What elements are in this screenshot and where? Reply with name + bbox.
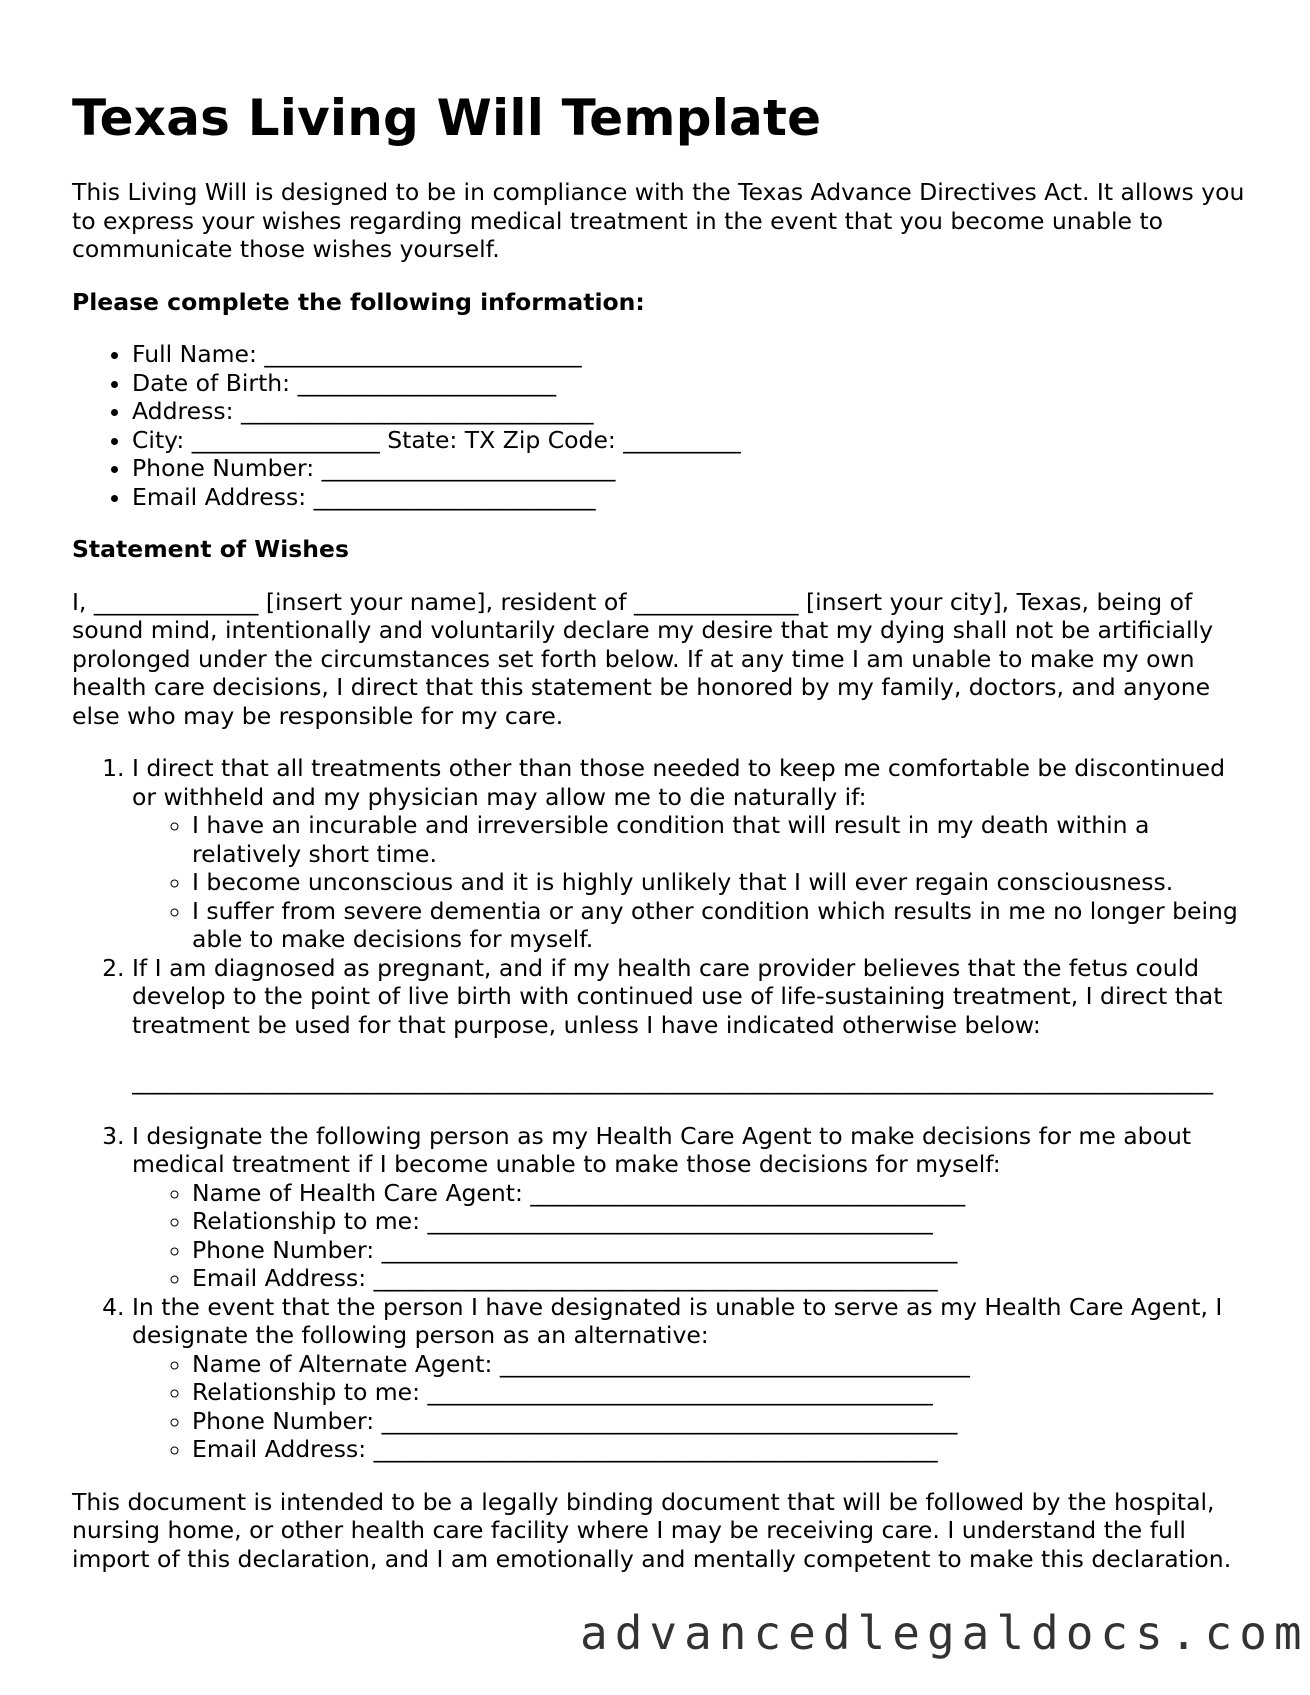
closing-paragraph: This document is intended to be a legally binding document that will be followed by the hospital, nursing home, or other health care facility where I may be receiving care. I understand the full import of this declaration, and I am emotionally and mentally competent to make this declaration. bbox=[72, 1487, 1232, 1573]
agent-email-field[interactable]: ◦ Email Address: ________________________________________________ bbox=[192, 1264, 1252, 1293]
directive-text: I designate the following person as my Health Care Agent to make decisions for me about medical treatment if I become unable to make those decisions for myself: bbox=[132, 1121, 1192, 1178]
condition-item: ◦ I suffer from severe dementia or any other condition which results in me no longer being able to make decisions for myself. bbox=[192, 897, 1252, 954]
directive-text: I direct that all treatments other than those needed to keep me comfortable be discontinued or withheld and my physician may allow me to die naturally if: bbox=[132, 754, 1226, 811]
directive-item bbox=[132, 754, 1252, 954]
directive-text: If I am diagnosed as pregnant, and if my health care provider believes that the fetus could develop to the point of live birth with continued use of life-sustaining treatment, I direct that treatment be used for that purpose, unless I have indicated otherwise below: bbox=[132, 953, 1223, 1039]
watermark: advancedlegaldocs.com bbox=[580, 1606, 1309, 1660]
full-name-field[interactable]: • Full Name: ___________________________ bbox=[132, 340, 1252, 369]
alternate-name-field[interactable]: ◦ Name of Alternate Agent: ________________________________________ bbox=[192, 1350, 1252, 1379]
city-state-zip-field[interactable]: • City: ________________ State: TX Zip Code: __________ bbox=[132, 426, 1252, 455]
pregnancy-exceptions-field[interactable]: ____________________________________________________________________________________________ bbox=[132, 1067, 1213, 1095]
alternate-relationship-field[interactable]: ◦ Relationship to me: ___________________________________________ bbox=[192, 1378, 1252, 1407]
directive-item bbox=[132, 954, 1252, 1096]
wishes-paragraph: I, ______________ [insert your name], resident of ______________ [insert your city], Texas, being of sound mind, intentionally and voluntarily declare my desire that my dying shall not be artificially prolonged under the circumstances set forth below. If at any time I am unable to make my own health care decisions, I direct that this statement be honored by my family, doctors, and anyone else who may be responsible for my care. bbox=[72, 587, 1213, 730]
alternate-fields-list bbox=[132, 1350, 1252, 1464]
directive-item bbox=[132, 1293, 1252, 1464]
intro-paragraph: This Living Will is designed to be in compliance with the Texas Advance Directives Act. It allows you to express your wishes regarding medical treatment in the event that you become unable to communicate those wishes yourself. bbox=[72, 178, 1245, 263]
directives-list bbox=[72, 754, 1252, 1464]
wishes-heading: Statement of Wishes bbox=[72, 535, 349, 563]
date-of-birth-field[interactable]: • Date of Birth: ______________________ bbox=[132, 369, 1252, 398]
agent-relationship-field[interactable]: ◦ Relationship to me: ___________________________________________ bbox=[192, 1207, 1252, 1236]
agent-name-field[interactable]: ◦ Name of Health Care Agent: _____________________________________ bbox=[192, 1179, 1252, 1208]
info-heading: Please complete the following information: bbox=[72, 287, 645, 316]
email-address-field[interactable]: • Email Address: ________________________ bbox=[132, 483, 1252, 512]
condition-list bbox=[132, 811, 1252, 954]
agent-phone-field[interactable]: ◦ Phone Number: _________________________________________________ bbox=[192, 1236, 1252, 1265]
directive-text: In the event that the person I have designated is unable to serve as my Health Care Agent, I designate the following person as an alternative: bbox=[132, 1292, 1223, 1349]
alternate-email-field[interactable]: ◦ Email Address: ________________________________________________ bbox=[192, 1435, 1252, 1464]
alternate-phone-field[interactable]: ◦ Phone Number: _________________________________________________ bbox=[192, 1407, 1252, 1436]
agent-fields-list bbox=[132, 1179, 1252, 1293]
phone-number-field[interactable]: • Phone Number: _________________________ bbox=[132, 454, 1252, 483]
condition-item: ◦ I become unconscious and it is highly unlikely that I will ever regain consciousness. bbox=[192, 868, 1252, 897]
document-page bbox=[72, 88, 1252, 1585]
address-field[interactable]: • Address: ______________________________ bbox=[132, 397, 1252, 426]
condition-item: ◦ I have an incurable and irreversible condition that will result in my death within a relatively short time. bbox=[192, 811, 1252, 868]
directive-item bbox=[132, 1122, 1252, 1293]
document-title: Texas Living Will Template bbox=[72, 89, 822, 147]
info-list bbox=[72, 340, 1252, 511]
